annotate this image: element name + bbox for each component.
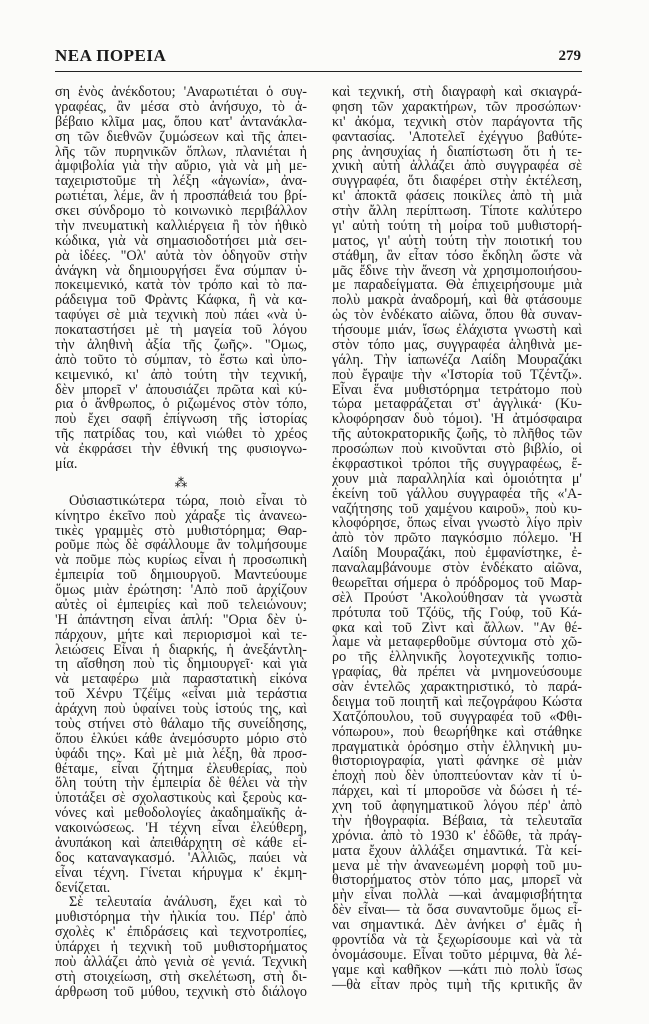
text-line: ὅμως μιὰν ἐρώτηση: 'Απὸ ποῦ ἀρχίζουν bbox=[55, 582, 307, 598]
text-line: Εἶναι ἕνα μυθιστόρημα τετράτομο ποὺ bbox=[332, 381, 582, 398]
text-line: στὴ στοιχείωση, στὴ σκελέτωση, στὴ δι- bbox=[55, 968, 307, 985]
header-rule bbox=[55, 71, 582, 72]
paragraph bbox=[55, 494, 307, 896]
text-line: —θὰ εἶταν πρὸς τιμὴ τῆς κριτικῆς ἂν bbox=[332, 976, 582, 993]
text-line: εἶναι τέχνη. Γίνεται κήρυγμα κ' ἐκμη- bbox=[55, 864, 307, 881]
text-line: ὅπου ἑλκύει κάθε ἀνεμόσυρτο μόριο στὸ bbox=[55, 730, 307, 747]
text-line: ἀμφιβολία γιὰ τὴν αὔριο, γιὰ νὰ μὴ με- bbox=[55, 158, 307, 175]
text-line: κι' ἀκόμα, τεχνικὴ στὸν παράγοντα τῆς bbox=[332, 113, 582, 130]
text-line: ταχειριστοῦμε τὴ λέξη «ἀγωνία», ἀνα- bbox=[55, 173, 307, 190]
text-line: ἀπὸ τὸν πρῶτο παγκόσμιο πόλεμο. 'Η bbox=[332, 530, 582, 547]
text-line: ρὰ ἰδέες. "Ολ' αὐτὰ τὸν ὁδηγοῦν στὴν bbox=[55, 247, 307, 264]
text-line: ἀνυπάκοη καὶ ἀπειθάρχητη σὲ κάθε εἶ- bbox=[55, 834, 307, 851]
text-line: λαμε νὰ μεταφερθοῦμε σύντομα στὸ χῶ- bbox=[332, 634, 582, 651]
text-line: ὑφάδι της». Καὶ μὲ μιὰ λέξη, θὰ προσ- bbox=[55, 745, 307, 762]
text-line: ση ἑνὸς ἀνέκδοτου; 'Αναρωτιέται ὁ συγ- bbox=[55, 84, 307, 100]
text-line: κειμενικό, κι' ἀπὸ τούτη τὴν τεχνική, bbox=[55, 366, 307, 383]
text-line: πρότυπα τοῦ Τζόϋς, τῆς Γούφ, τοῦ Κά- bbox=[332, 604, 582, 621]
text-line: ρης ἀνησυχίας ἡ διαπίστωση ὅτι ἡ τε- bbox=[332, 143, 582, 160]
text-line: ἀπὸ τοῦτο τὸ σύμπαν, τὸ ἔστω καὶ ὑπο- bbox=[55, 351, 307, 368]
text-line: ρο τῆς ἑλληνικῆς λογοτεχνικῆς τοπιο- bbox=[332, 649, 582, 666]
text-line: δενίζεται. bbox=[55, 879, 111, 896]
text-line: ση τῶν διεθνῶν ζυμώσεων καὶ τῆς ἀπει- bbox=[55, 128, 307, 145]
text-line: θεωρεῖται σήμερα ὁ πρόδρομος τοῦ Μαρ- bbox=[332, 574, 582, 591]
text-line: πάρχουν, μήτε καὶ περιορισμοὶ καὶ τε- bbox=[55, 626, 307, 643]
text-line: φαντασίας. 'Αποτελεῖ ἐχέγγυο βαθύτε- bbox=[332, 128, 582, 145]
paragraph bbox=[332, 85, 582, 992]
text-line: ποὺ ἔγραψε τὴν «'Ιστορία τοῦ Τζέντζι». bbox=[332, 366, 582, 383]
paragraph bbox=[55, 895, 307, 999]
text-line: πάρχει, καὶ τί μποροῦσε νὰ δώσει ἡ τέ- bbox=[332, 783, 582, 800]
text-line: τη αἴσθηση ποὺ τὶς δημιουργεῖ· καὶ γιὰ bbox=[55, 656, 307, 673]
text-line: σὰν ἐντελῶς χαρακτηριστικό, τὸ παρά- bbox=[332, 679, 582, 695]
text-line: ἐκείνη τοῦ γάλλου συγγραφέα τῆς «'Α- bbox=[332, 485, 582, 502]
text-line: νὰ ἐκφράσει τὴν ἐθνική της φυσιογνω- bbox=[55, 441, 307, 457]
text-line: συγγραφέα, ὅτι διαφέρει στὴν ἐκτέλεση, bbox=[332, 173, 582, 190]
text-line: νόνες καὶ μεθοδολογίες ἀκαδημαϊκῆς ἀ- bbox=[55, 805, 307, 822]
text-line: Λαίδη Μουραζάκι, ποὺ ἐμφανίστηκε, ἐ- bbox=[332, 545, 582, 562]
text-line: μία. bbox=[55, 455, 78, 472]
text-line: κλοφόρησε, ὅπως εἶναι γνωστὸ λίγο πρὶν bbox=[332, 515, 582, 532]
section-separator-asterism: ⁂ bbox=[174, 474, 188, 490]
text-line: ὅλη τούτη τὴν ἐμπειρία δὲ θέλει νὰ τὴν bbox=[55, 775, 307, 792]
text-line: μὴν εἶναι πολλὰ —καὶ ἀναμφισβήτητα bbox=[332, 887, 582, 904]
text-line: τοῦ Χένρυ Τζέϊμς «εἶναι μιὰ τεράστια bbox=[55, 686, 307, 703]
text-line: ναι σημαντικά. Δὲν ἀνήκει σ' ἐμᾶς ἡ bbox=[332, 917, 582, 933]
text-line: γάλη. Τὴν ἰαπωνέζα Λαίδη Μουραζάκι bbox=[332, 351, 582, 368]
text-line: ἀράχνη ποὺ ὑφαίνει τοὺς ἱστούς της, καὶ bbox=[55, 701, 307, 717]
text-line: ματα ἔχουν ἀλλάξει σημαντικά. Τὰ κεί- bbox=[332, 842, 582, 859]
text-line: παναλαμβάνουμε στὸν ἑνδέκατο αἰῶνα, bbox=[332, 560, 582, 576]
text-line: ὀνομάσουμε. Εἶναι τοῦτο μέριμνα, θὰ λέ- bbox=[332, 946, 582, 963]
text-line: κίνητρο ἐκεῖνο ποὺ χάραξε τὶς ἀνανεω- bbox=[55, 507, 307, 524]
text-line: Σὲ τελευταία ἀνάλυση, ἔχει καὶ τὸ bbox=[69, 894, 307, 911]
text-line: ποὺ ἀλλάζει ἀπὸ γενιὰ σὲ γενιά. Τεχνικὴ bbox=[55, 953, 307, 970]
text-line: με παραδείγματα. Θὰ ἐπιχειρήσουμε μιὰ bbox=[332, 277, 582, 294]
text-line: νὰ ποῦμε πὼς κυρίως εἶναι ἡ προσωπικὴ bbox=[55, 552, 307, 569]
text-line: μενα μὲ τὴν ἀνανεωμένη μορφὴ τοῦ μυ- bbox=[332, 857, 582, 874]
text-line: άρθρωση τοῦ μύθου, τεχνικὴ στὸ διάλογο bbox=[55, 983, 307, 1000]
text-line: βέβαιο κλῖμα μας, ὅπου κατ' ἀντανάκλα- bbox=[55, 113, 307, 130]
text-line: ρια ὁ ἄνθρωπος, ὁ ριζωμένος στὸν τόπο, bbox=[55, 396, 307, 413]
journal-title: ΝΕΑ ΠΟΡΕΙΑ bbox=[55, 46, 167, 65]
text-line: μᾶς ἔδινε τὴν ἄνεση νὰ χρησιμοποιήσου- bbox=[332, 262, 582, 279]
text-line: νακοινώσεως. 'Η τέχνη εἶναι ἐλεύθερη, bbox=[55, 820, 307, 836]
text-line: ἐκφραστικοὶ τρόποι τῆς συγγραφέως, ἔ- bbox=[332, 455, 582, 472]
text-line: χρόνια. ἀπὸ τὸ 1930 κ' ἐδῶθε, τὰ πράγ- bbox=[332, 827, 582, 844]
text-line: θέταμε, εἶναι ζήτημα ἐλευθερίας, ποὺ bbox=[55, 760, 307, 777]
text-line: κώδικα, γιὰ νὰ σημασιοδοτήσει μιὰ σει- bbox=[55, 232, 307, 249]
text-line: πραγματικὰ ὁρόσημο στὴν ἑλληνικὴ μυ- bbox=[332, 738, 582, 755]
text-line: φκα καὶ τοῦ Ζὶντ καὶ ἄλλων. "Αν θέ- bbox=[332, 619, 582, 636]
text-line: νὰ μεταφέρω μιὰ παραστατικὴ εἰκόνα bbox=[55, 671, 307, 688]
text-line: ποκαταστήσει μὲ τὴ μαγεία τοῦ λόγου bbox=[55, 322, 307, 338]
text-line: ροῦμε πὼς δὲ σφάλλουμε ἂν τολμήσουμε bbox=[55, 537, 307, 554]
text-line: χνη τοῦ ἀφηγηματικοῦ λόγου πέρ' ἀπὸ bbox=[332, 798, 582, 814]
text-line: χουν μιὰ παραλληλία καὶ ὁμοιότητα μ' bbox=[332, 470, 582, 487]
text-line: στὴν ἄλλη περίπτωση. Τίποτε καλύτερο bbox=[332, 203, 582, 219]
text-line: γραφίας, θὰ πρέπει νὰ μνημονεύσουμε bbox=[332, 664, 582, 681]
text-line: σκει σύνδρομο τὸ κοινωνικὸ περιβάλλον bbox=[55, 203, 307, 219]
text-line: ράδειγμα τοῦ Φρὰντς Κάφκα, ἢ νὰ κα- bbox=[55, 292, 307, 309]
text-line: τικὲς γραμμὲς στὸ μυθιστόρημα; Θαρ- bbox=[55, 522, 307, 539]
text-line: στάθμη, ἂν εἶταν τόσο ἔκδηλη ὥστε νὰ bbox=[332, 247, 582, 264]
text-line: αὐτὲς οἱ ἐμπειρίες καὶ ποῦ τελειώνουν; bbox=[55, 596, 307, 613]
paragraph bbox=[55, 85, 307, 472]
text-line: φηση τῶν χαρακτήρων, τῶν προσώπων· bbox=[332, 98, 582, 115]
text-line: σὲλ Προύστ 'Ακολούθησαν τὰ γνωστὰ bbox=[332, 589, 582, 606]
text-line: ὡς τὸν ἑνδέκατο αἰῶνα, ὅπου θὰ συναν- bbox=[332, 307, 582, 324]
text-line: ρωτιέται, λέμε, ἂν ἡ προσπάθειά του βρί- bbox=[55, 188, 307, 205]
text-line: τὴν ἠθογραφία. Βέβαια, τὰ τελευταῖα bbox=[332, 812, 582, 829]
text-line: νόπωρου», ποὺ θεωρήθηκε καὶ στάθηκε bbox=[332, 723, 582, 740]
text-line: δὲν μπορεῖ ν' ἀπουσιάζει πρῶτα καὶ κύ- bbox=[55, 381, 307, 398]
text-line: γραφέας, ἂν μέσα στὸ ἀνήσυχο, τὸ ἀ- bbox=[55, 98, 307, 115]
text-line: ποκειμενικό, κατὰ τὸν τρόπο καὶ τὸ πα- bbox=[55, 277, 307, 294]
text-line: ναζήτησης τοῦ χαμένου καιροῦ», ποὺ κυ- bbox=[332, 500, 582, 517]
text-line: Οὐσιαστικώτερα τώρα, ποιὸ εἶναι τὸ bbox=[69, 492, 307, 509]
text-line: προσώπων ποὺ κινοῦνται στὸ βιβλίο, οἱ bbox=[332, 441, 582, 457]
text-line: ὑπάρχει ἡ τεχνικὴ τοῦ μυθιστορήματος bbox=[55, 939, 307, 955]
text-line: τὴν πνευματικὴ καλλιέργεια ἢ τὸν ἠθικὸ bbox=[55, 217, 307, 234]
text-line: χνικὴ αὐτὴ ἀλλάζει ἀπὸ συγγραφέα σὲ bbox=[332, 158, 582, 175]
text-line: τοὺς στήνει στὸ θάλαμο τῆς συνείδησης, bbox=[55, 715, 307, 732]
text-line: θιστορήματος στὸν τόπο μας, μπορεῖ νὰ bbox=[332, 872, 582, 889]
text-line: ἐμπειρία τοῦ δημιουργοῦ. Μαντεύουμε bbox=[55, 567, 307, 584]
text-line: δὲν εἶναι— τὰ ὅσα συναντοῦμε ὅμως εἶ- bbox=[332, 902, 582, 919]
text-line: στὸν τόπο μας, συγγραφέα ἀληθινὰ με- bbox=[332, 336, 582, 353]
text-line: γι' αὐτὴ τούτη τὴ μοίρα τοῦ μυθιστορή- bbox=[332, 217, 582, 234]
text-line: ἀνάγκη νὰ δημιουργήσει ἕνα σύμπαν ὑ- bbox=[55, 262, 307, 279]
text-line: τώρα μεταφράζεται στ' ἀγγλικά· (Κυ- bbox=[332, 396, 582, 413]
text-line: φροντίδα νὰ τὰ ξεχωρίσουμε καὶ νὰ τὰ bbox=[332, 931, 582, 948]
text-line: τὴν ἀληθινὴ ἀξία τῆς ζωῆς». "Ομως, bbox=[55, 336, 307, 353]
right-column bbox=[332, 85, 582, 992]
text-line: καὶ τεχνική, στὴ διαγραφὴ καὶ σκιαγρά- bbox=[332, 84, 582, 100]
text-line: τῆς πατρίδας του, καὶ νιώθει τὸ χρέος bbox=[55, 426, 307, 443]
text-line: τῆς αὐτοκρατορικῆς ζωῆς, τὸ πλῆθος τῶν bbox=[332, 426, 582, 443]
text-line: κλοφόρησαν δυὸ τόμοι). 'Η ἀτμόσφαιρα bbox=[332, 411, 582, 428]
text-line: πολὺ μακρὰ ἀναδρομή, καὶ θὰ φτάσουμε bbox=[332, 292, 582, 309]
left-column bbox=[55, 85, 307, 1000]
text-line: ταφύγει σὲ μιὰ τεχνικὴ ποὺ πάει «νὰ ὑ- bbox=[55, 307, 307, 324]
text-line: τήσουμε μιάν, ἴσως ἐλάχιστα γνωστὴ καὶ bbox=[332, 322, 582, 338]
text-line: κι' ἀποκτᾶ φάσεις ποικίλες ἀπὸ τὴ μιὰ bbox=[332, 188, 582, 205]
text-line: ποὺ ἔχει σαφῆ ἐπίγνωση τῆς ἱστορίας bbox=[55, 411, 307, 428]
text-line: Χατζόπουλου, τοῦ συγγραφέα τοῦ «Φθι- bbox=[332, 708, 582, 725]
page-number: 279 bbox=[558, 48, 581, 64]
text-line: 'Η ἀπάντηση εἶναι ἁπλή: "Ορια δὲν ὑ- bbox=[55, 611, 307, 628]
text-line: δειγμα τοῦ ποιητῆ καὶ πεζογράφου Κώστα bbox=[332, 693, 582, 710]
text-line: σχολὲς κ' ἐπιδράσεις καὶ τεχνοτροπίες, bbox=[55, 924, 307, 941]
text-line: ματος, γι' αὐτὴ τούτη τὴν ποιοτική του bbox=[332, 232, 582, 249]
text-line: μυθιστόρημα τὴν ἡλικία του. Πέρ' ἀπὸ bbox=[55, 909, 307, 926]
text-line: ὑποτάξει σὲ σχολαστικοὺς καὶ ξεροὺς κα- bbox=[55, 790, 307, 807]
text-line: γαμε καὶ καθῆκον —κάτι πιὸ πολὺ ἴσως bbox=[332, 961, 582, 978]
text-line: λειώσεις Εἶναι ἡ διαρκής, ἡ ἀνεξάντλη- bbox=[55, 641, 307, 658]
text-line: δος καταναγκασμό. 'Αλλιῶς, παύει νὰ bbox=[55, 849, 307, 866]
text-line: ἐποχὴ ποὺ δὲν ὑποπτεύονταν κὰν τί ὑ- bbox=[332, 768, 582, 785]
text-line: θιστοριογραφία, γιατὶ φάνηκε σὲ μιὰν bbox=[332, 753, 582, 770]
text-line: λῆς τῶν πυρηνικῶν ὅπλων, πλανιέται ἡ bbox=[55, 143, 307, 160]
